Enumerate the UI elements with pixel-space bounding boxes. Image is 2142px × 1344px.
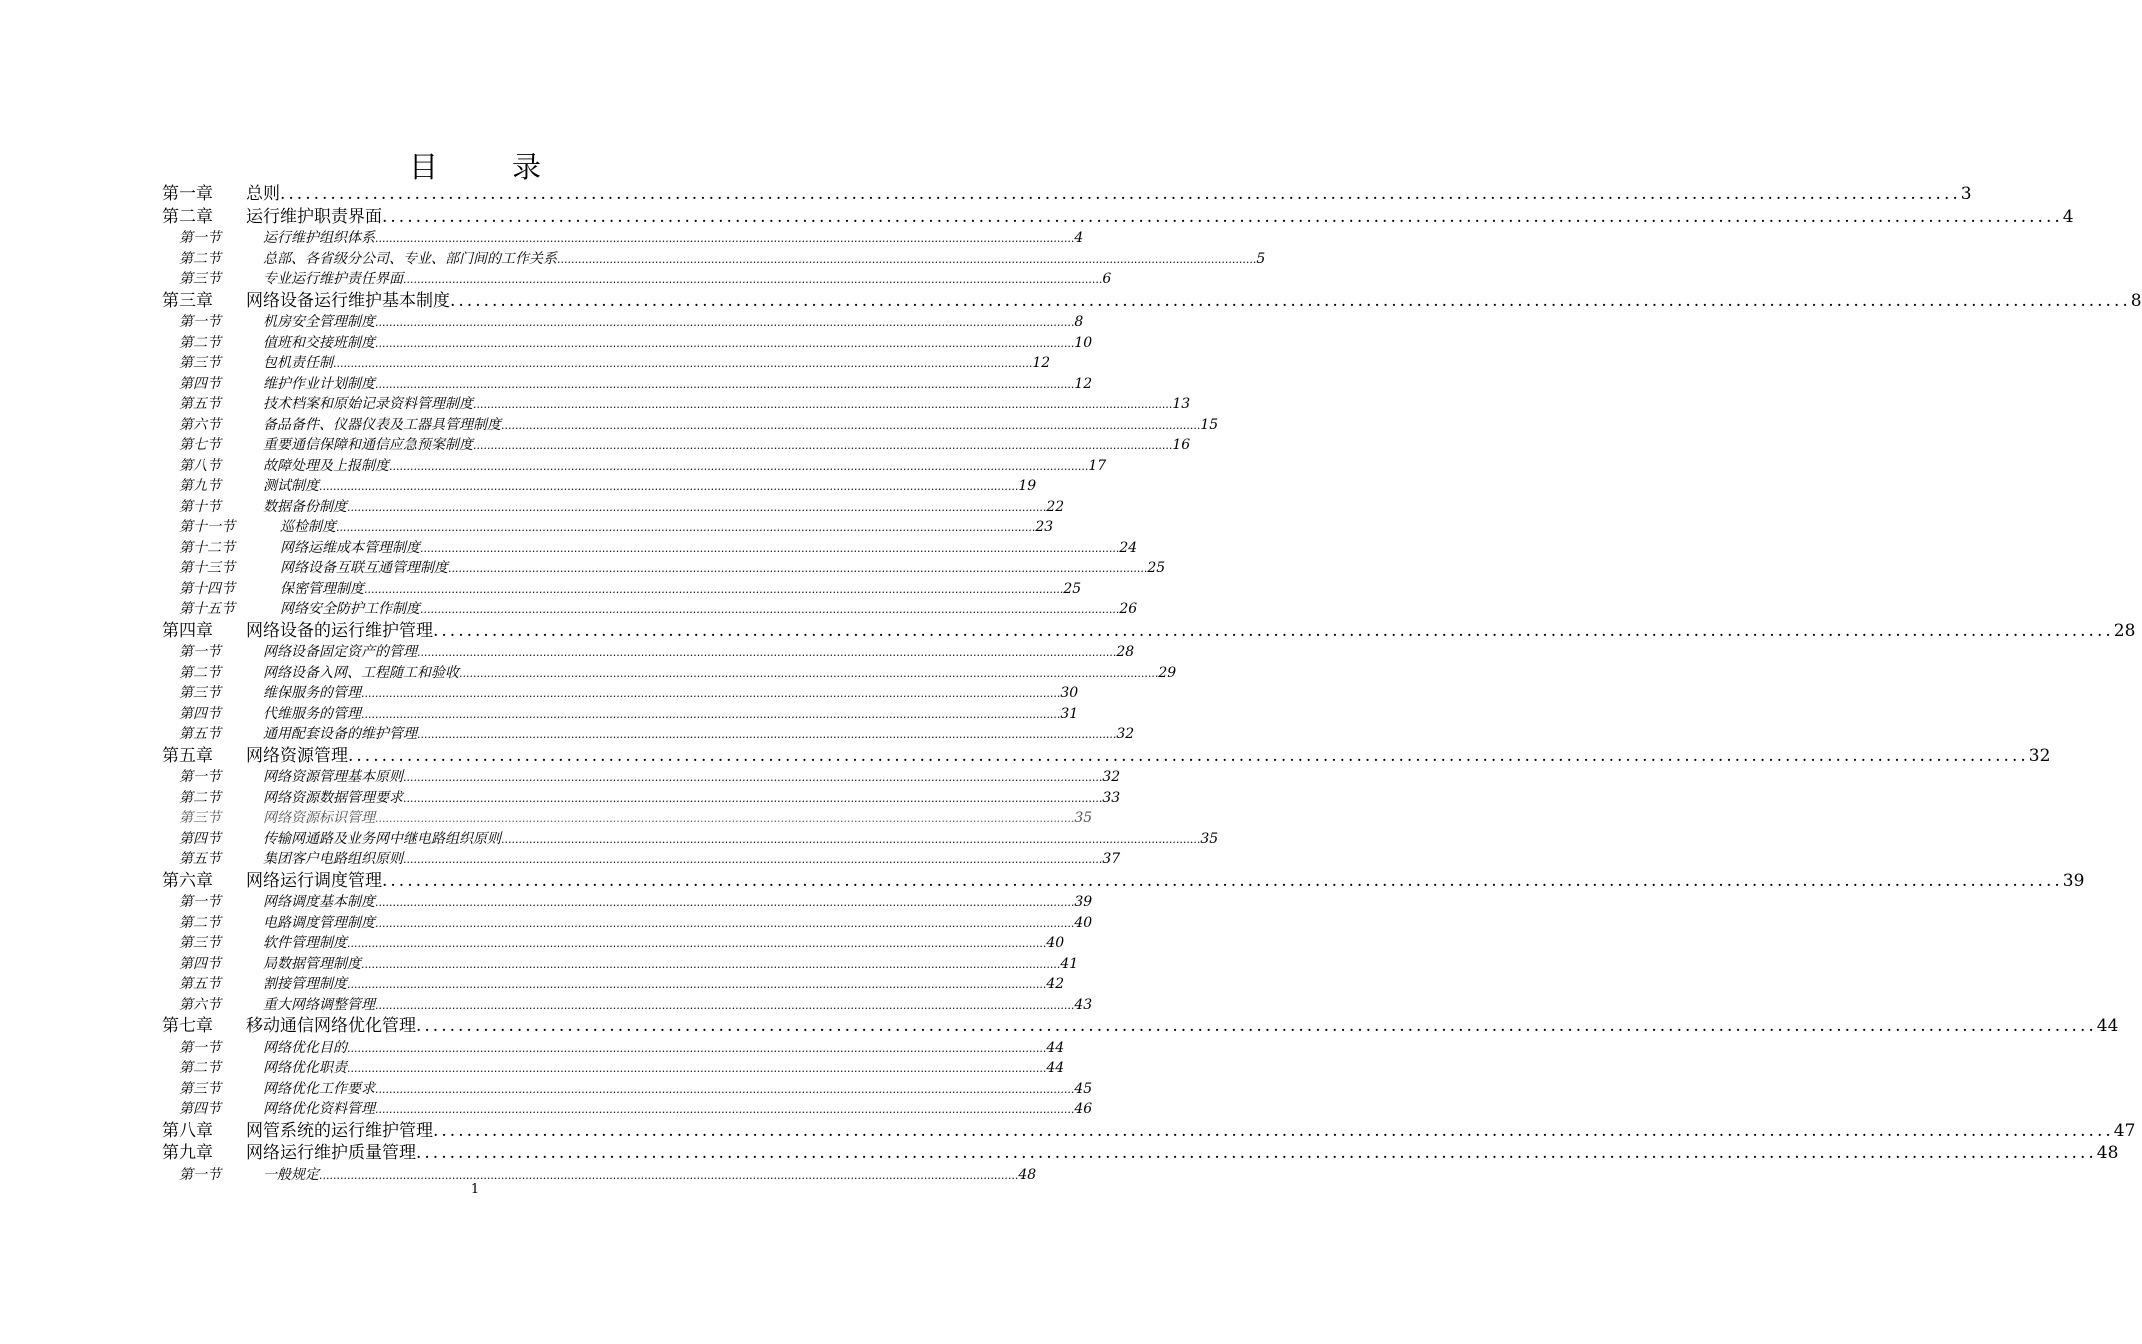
toc-entry-number: 第一节 xyxy=(179,644,221,660)
toc-entry-title: 网络运维成本管理制度 xyxy=(280,539,420,556)
toc-entry-number: 第六节 xyxy=(179,996,221,1013)
toc-entry-page: 19 xyxy=(1018,478,1037,494)
toc-entry-title: 机房安全管理制度 xyxy=(263,314,375,330)
toc-entry-page: 44 xyxy=(1046,1039,1065,1056)
toc-dot-leader: ........................................................................................................................................................................................................ xyxy=(473,439,1173,452)
toc-entry-title: 技术档案和原始记录资料管理制度 xyxy=(263,396,473,412)
toc-entry-page: 13 xyxy=(1172,396,1191,412)
toc-section-entry[interactable] xyxy=(162,1099,1093,1120)
toc-entry-page: 40 xyxy=(1074,914,1093,931)
toc-entry-page: 45 xyxy=(1074,1080,1093,1097)
toc-entry-title: 代维服务的管理 xyxy=(263,705,361,722)
toc-dot-leader: ........................................................................................................................................................................................................ xyxy=(459,666,1159,680)
toc-entry-number: 第九节 xyxy=(179,478,221,494)
toc-entry-page: 4 xyxy=(1074,230,1084,246)
toc-entry-title: 网络运行调度管理 xyxy=(246,870,382,891)
toc-section-entry[interactable] xyxy=(162,933,1065,954)
toc-entry-title: 总部、各省级分公司、专业、部门间的工作关系 xyxy=(263,250,557,267)
toc-dot-leader: ........................................................................................................................................................................................................ xyxy=(448,562,1148,575)
toc-entry-page: 44 xyxy=(2096,1016,2119,1036)
toc-entry-number: 第四节 xyxy=(179,1101,221,1117)
toc-entry-title: 一般规定 xyxy=(263,1166,319,1183)
toc-entry-number: 第一节 xyxy=(179,894,221,910)
toc-dot-leader: ........................................................................................................................................................................................................ xyxy=(319,1168,1019,1182)
toc-entry-title: 网管系统的运行维护管理 xyxy=(246,1120,433,1141)
toc-entry-page: 8 xyxy=(2130,290,2142,311)
toc-entry-number: 第五节 xyxy=(179,851,221,867)
toc-entry-page: 30 xyxy=(1060,685,1079,701)
toc-entry-title: 网络设备的运行维护管理 xyxy=(246,620,433,641)
toc-section-entry[interactable] xyxy=(162,269,1112,290)
toc-chapter-entry[interactable] xyxy=(162,1142,2119,1165)
toc-entry-page: 17 xyxy=(1088,457,1107,474)
toc-chapter-entry[interactable] xyxy=(162,1120,2136,1143)
toc-section-entry[interactable] xyxy=(162,558,1166,579)
toc-section-entry[interactable] xyxy=(162,538,1138,559)
toc-entry-number: 第三节 xyxy=(179,685,221,701)
toc-entry-title: 网络安全防护工作制度 xyxy=(280,601,420,617)
toc-entry-title: 软件管理制度 xyxy=(263,935,347,951)
toc-section-entry[interactable] xyxy=(162,415,1219,436)
toc-section-entry[interactable] xyxy=(162,1079,1093,1100)
toc-entry-page: 12 xyxy=(1032,355,1051,371)
toc-chapter-entry[interactable] xyxy=(162,870,2085,893)
toc-entry-number: 第二节 xyxy=(179,789,221,806)
toc-dot-leader: ........................................................................................................................................................................................................ xyxy=(364,582,1064,596)
toc-entry-title: 网络优化工作要求 xyxy=(263,1080,375,1097)
toc-chapter-entry[interactable] xyxy=(162,183,1972,206)
toc-entry-number: 第五章 xyxy=(162,745,213,766)
toc-entry-number: 第一章 xyxy=(162,184,213,204)
toc-entry-page: 37 xyxy=(1102,851,1121,867)
toc-entry-page: 28 xyxy=(2113,620,2136,641)
toc-entry-title: 传输网通路及业务网中继电路组织原则 xyxy=(263,830,501,847)
toc-entry-number: 第三节 xyxy=(179,935,221,951)
toc-section-entry[interactable] xyxy=(162,599,1138,620)
toc-entry-number: 第五节 xyxy=(179,976,221,992)
toc-section-entry[interactable] xyxy=(162,312,1084,333)
toc-entry-title: 运行维护组织体系 xyxy=(263,230,375,246)
toc-dot-leader: ........................................................................................................................................................................................................ xyxy=(361,707,1061,721)
toc-entry-number: 第四节 xyxy=(179,955,221,972)
toc-section-entry[interactable] xyxy=(162,456,1107,477)
toc-entry-number: 第三节 xyxy=(179,271,221,287)
toc-entry-page: 5 xyxy=(1256,250,1266,267)
toc-entry-number: 第三节 xyxy=(179,810,221,826)
toc-section-entry[interactable] xyxy=(162,394,1191,415)
toc-entry-page: 42 xyxy=(1046,976,1065,992)
toc-entry-page: 39 xyxy=(1074,894,1093,910)
toc-entry-page: 4 xyxy=(2062,206,2074,227)
toc-dot-leader: ........................................................................................................................................................................................................ xyxy=(417,728,1117,741)
toc-section-entry[interactable] xyxy=(162,829,1219,850)
toc-entry-title: 重要通信保障和通信应急预案制度 xyxy=(263,437,473,453)
page-number-footer: 1 xyxy=(470,1182,480,1197)
toc-entry-page: 29 xyxy=(1158,664,1177,681)
toc-entry-page: 44 xyxy=(1046,1060,1065,1076)
toc-dot-leader: ........................................................................................................................................................................................................ xyxy=(336,521,1036,534)
toc-entry-page: 35 xyxy=(1200,830,1219,847)
toc-dot-leader: ........................................................................................................................................................................................................ xyxy=(420,603,1120,616)
toc-entry-title: 包机责任制 xyxy=(263,355,333,371)
toc-entry-title: 网络设备运行维护基本制度 xyxy=(246,290,450,311)
toc-entry-page: 6 xyxy=(1102,271,1112,287)
toc-section-entry[interactable] xyxy=(162,497,1065,518)
toc-section-entry[interactable] xyxy=(162,374,1093,395)
toc-entry-title: 网络优化职责 xyxy=(263,1060,347,1076)
toc-section-entry[interactable] xyxy=(162,767,1121,788)
toc-section-entry[interactable] xyxy=(162,683,1079,704)
toc-dot-leader: ........................................................................................................................................................................................................ xyxy=(420,541,1120,555)
toc-entry-number: 第二节 xyxy=(179,250,221,267)
toc-entry-title: 维保服务的管理 xyxy=(263,685,361,701)
toc-entry-number: 第二节 xyxy=(179,1060,221,1076)
toc-entry-title: 数据备份制度 xyxy=(263,498,347,515)
toc-entry-title: 值班和交接班制度 xyxy=(263,334,375,351)
toc-entry-page: 22 xyxy=(1046,498,1065,515)
toc-dot-leader: ........................................................................................................................................................................................................ xyxy=(375,896,1075,909)
toc-entry-page: 46 xyxy=(1074,1101,1093,1117)
toc-entry-title: 通用配套设备的维护管理 xyxy=(263,726,417,742)
toc-entry-title: 重大网络调整管理 xyxy=(263,996,375,1013)
toc-entry-number: 第十三节 xyxy=(179,560,235,576)
toc-dot-leader: ........................................................................................................................................................................................................ xyxy=(403,791,1103,805)
toc-entry-title: 保密管理制度 xyxy=(280,580,364,597)
toc-chapter-entry[interactable] xyxy=(162,745,2051,768)
toc-entry-page: 31 xyxy=(1060,705,1079,722)
toc-entry-title: 运行维护职责界面 xyxy=(246,206,382,227)
toc-entry-title: 网络资源管理基本原则 xyxy=(263,769,403,785)
toc-dot-leader: ........................................................................................................................................................................................................ xyxy=(319,480,1019,493)
toc-entry-number: 第十四节 xyxy=(179,580,235,597)
toc-entry-number: 第五节 xyxy=(179,726,221,742)
toc-entry-page: 32 xyxy=(1116,726,1135,742)
toc-entry-title: 故障处理及上报制度 xyxy=(263,457,389,474)
toc-dot-leader: ........................................................................................................................................................................................................ xyxy=(433,620,2114,641)
toc-entry-number: 第一节 xyxy=(179,1166,221,1183)
toc-entry-page: 25 xyxy=(1063,580,1082,597)
toc-entry-title: 网络优化目的 xyxy=(263,1039,347,1056)
toc-entry-title: 网络运行维护质量管理 xyxy=(246,1143,416,1163)
toc-entry-title: 巡检制度 xyxy=(280,519,336,535)
toc-entry-title: 维护作业计划制度 xyxy=(263,375,375,392)
toc-section-entry[interactable] xyxy=(162,1038,1065,1059)
toc-dot-leader: ........................................................................................................................................................................................................ xyxy=(473,398,1173,411)
toc-entry-number: 第四节 xyxy=(179,705,221,722)
toc-entry-number: 第九章 xyxy=(162,1143,213,1163)
toc-entry-page: 32 xyxy=(2028,745,2051,766)
toc-section-entry[interactable] xyxy=(162,913,1093,934)
toc-entry-page: 25 xyxy=(1147,560,1166,576)
toc-dot-leader: ........................................................................................................................................................................................................ xyxy=(375,336,1075,350)
toc-dot-leader: ........................................................................................................................................................................................................ xyxy=(361,687,1061,700)
toc-dot-leader: ........................................................................................................................................................................................................ xyxy=(348,745,2029,766)
toc-entry-title: 测试制度 xyxy=(263,478,319,494)
toc-section-entry[interactable] xyxy=(162,995,1093,1016)
toc-dot-leader: ........................................................................................................................................................................................................ xyxy=(403,853,1103,866)
toc-entry-title: 移动通信网络优化管理 xyxy=(246,1016,416,1036)
toc-title: 目录 xyxy=(408,150,615,184)
toc-entry-number: 第八章 xyxy=(162,1120,213,1141)
toc-entry-number: 第二章 xyxy=(162,206,213,227)
toc-entry-page: 24 xyxy=(1119,539,1138,556)
toc-entry-page: 15 xyxy=(1200,416,1219,433)
toc-dot-leader: ........................................................................................................................................................................................................ xyxy=(403,273,1103,286)
toc-entry-title: 电路调度管理制度 xyxy=(263,914,375,931)
toc-chapter-entry[interactable] xyxy=(162,206,2074,229)
toc-dot-leader: ........................................................................................................................................................................................................ xyxy=(389,459,1089,473)
toc-entry-title: 网络优化资料管理 xyxy=(263,1101,375,1117)
toc-dot-leader: ........................................................................................................................................................................................................ xyxy=(361,957,1061,971)
toc-entry-title: 备品备件、仪器仪表及工器具管理制度 xyxy=(263,416,501,433)
toc-dot-leader: ........................................................................................................................................................................................................ xyxy=(416,1143,2097,1163)
toc-dot-leader: ........................................................................................................................................................................................................ xyxy=(280,184,1961,204)
toc-section-entry[interactable] xyxy=(162,788,1121,809)
toc-dot-leader: ........................................................................................................................................................................................................ xyxy=(347,500,1047,514)
toc-dot-leader: ........................................................................................................................................................................................................ xyxy=(375,998,1075,1012)
toc-entry-title: 网络资源管理 xyxy=(246,745,348,766)
toc-section-entry[interactable] xyxy=(162,642,1135,663)
toc-entry-page: 48 xyxy=(2096,1143,2119,1163)
toc-entry-title: 网络调度基本制度 xyxy=(263,894,375,910)
toc-section-entry[interactable] xyxy=(162,353,1051,374)
toc-chapter-entry[interactable] xyxy=(162,290,2142,313)
toc-section-entry[interactable] xyxy=(162,849,1121,870)
toc-entry-title: 割接管理制度 xyxy=(263,976,347,992)
toc-section-entry[interactable] xyxy=(162,517,1054,538)
toc-entry-number: 第四节 xyxy=(179,830,221,847)
toc-entry-title: 集团客户电路组织原则 xyxy=(263,851,403,867)
toc-dot-leader: ........................................................................................................................................................................................................ xyxy=(433,1120,2114,1141)
toc-dot-leader: ........................................................................................................................................................................................................ xyxy=(375,1082,1075,1096)
toc-entry-page: 12 xyxy=(1074,375,1093,392)
toc-section-entry[interactable] xyxy=(162,974,1065,995)
toc-entry-page: 35 xyxy=(1074,810,1093,826)
toc-section-entry[interactable] xyxy=(162,724,1135,745)
toc-entry-page: 10 xyxy=(1074,334,1093,351)
toc-entry-number: 第六节 xyxy=(179,416,221,433)
toc-entry-number: 第一节 xyxy=(179,314,221,330)
toc-entry-page: 33 xyxy=(1102,789,1121,806)
toc-entry-number: 第五节 xyxy=(179,396,221,412)
toc-section-entry[interactable] xyxy=(162,476,1037,497)
toc-entry-page: 28 xyxy=(1116,644,1135,660)
toc-entry-title: 局数据管理制度 xyxy=(263,955,361,972)
toc-entry-number: 第四章 xyxy=(162,620,213,641)
toc-entry-number: 第一节 xyxy=(179,769,221,785)
toc-entry-title: 网络设备互联互通管理制度 xyxy=(280,560,448,576)
toc-dot-leader: ........................................................................................................................................................................................................ xyxy=(382,870,2063,891)
toc-entry-number: 第十一节 xyxy=(179,519,235,535)
toc-entry-number: 第一节 xyxy=(179,1039,221,1056)
toc-dot-leader: ........................................................................................................................................................................................................ xyxy=(416,1016,2097,1036)
toc-entry-page: 26 xyxy=(1119,601,1138,617)
toc-entry-number: 第六章 xyxy=(162,870,213,891)
toc-entry-title: 网络资源数据管理要求 xyxy=(263,789,403,806)
toc-entry-title: 网络设备入网、工程随工和验收 xyxy=(263,664,459,681)
toc-entry-page: 48 xyxy=(1018,1166,1037,1183)
toc-dot-leader: ........................................................................................................................................................................................................ xyxy=(333,357,1033,370)
toc-entry-title: 总则 xyxy=(246,184,280,204)
toc-dot-leader: ........................................................................................................................................................................................................ xyxy=(375,232,1075,245)
toc-entry-number: 第十五节 xyxy=(179,601,235,617)
toc-entry-number: 第四节 xyxy=(179,375,221,392)
toc-dot-leader: ........................................................................................................................................................................................................ xyxy=(403,771,1103,784)
toc-section-entry[interactable] xyxy=(162,249,1266,270)
toc-entry-page: 47 xyxy=(2113,1120,2136,1141)
toc-dot-leader: ........................................................................................................................................................................................................ xyxy=(557,252,1257,266)
toc-section-entry[interactable] xyxy=(162,579,1082,600)
toc-dot-leader: ........................................................................................................................................................................................................ xyxy=(450,290,2131,311)
toc-entry-number: 第三节 xyxy=(179,355,221,371)
toc-entry-number: 第二节 xyxy=(179,664,221,681)
toc-section-entry[interactable] xyxy=(162,808,1093,829)
toc-dot-leader: ........................................................................................................................................................................................................ xyxy=(375,377,1075,391)
toc-entry-page: 43 xyxy=(1074,996,1093,1013)
toc-entry-page: 16 xyxy=(1172,437,1191,453)
toc-entry-page: 40 xyxy=(1046,935,1065,951)
toc-dot-leader: ........................................................................................................................................................................................................ xyxy=(347,1062,1047,1075)
toc-entry-title: 网络资源标识管理 xyxy=(263,810,375,826)
toc-entry-title: 专业运行维护责任界面 xyxy=(263,271,403,287)
toc-entry-number: 第七节 xyxy=(179,437,221,453)
toc-dot-leader: ........................................................................................................................................................................................................ xyxy=(347,937,1047,950)
toc-entry-number: 第二节 xyxy=(179,334,221,351)
toc-dot-leader: ........................................................................................................................................................................................................ xyxy=(375,1103,1075,1116)
toc-entry-number: 第二节 xyxy=(179,914,221,931)
toc-section-entry[interactable] xyxy=(162,228,1084,249)
toc-entry-page: 23 xyxy=(1035,519,1054,535)
toc-entry-number: 第十二节 xyxy=(179,539,235,556)
toc-entry-number: 第一节 xyxy=(179,230,221,246)
toc-entry-number: 第三章 xyxy=(162,290,213,311)
toc-section-entry[interactable] xyxy=(162,333,1093,354)
toc-dot-leader: ........................................................................................................................................................................................................ xyxy=(501,418,1201,432)
toc-entry-page: 32 xyxy=(1102,769,1121,785)
toc-section-entry[interactable] xyxy=(162,1058,1065,1079)
toc-dot-leader: ........................................................................................................................................................................................................ xyxy=(375,316,1075,329)
toc-entry-page: 8 xyxy=(1074,314,1084,330)
toc-entry-number: 第八节 xyxy=(179,457,221,474)
table-of-contents xyxy=(162,183,2142,1185)
toc-section-entry[interactable] xyxy=(162,954,1079,975)
toc-entry-number: 第七章 xyxy=(162,1016,213,1036)
toc-dot-leader: ........................................................................................................................................................................................................ xyxy=(501,832,1201,846)
toc-entry-title: 网络设备固定资产的管理 xyxy=(263,644,417,660)
toc-dot-leader: ........................................................................................................................................................................................................ xyxy=(375,812,1075,825)
toc-section-entry[interactable] xyxy=(162,892,1093,913)
toc-chapter-entry[interactable] xyxy=(162,620,2136,643)
toc-entry-number: 第三节 xyxy=(179,1080,221,1097)
toc-section-entry[interactable] xyxy=(162,435,1191,456)
toc-dot-leader: ........................................................................................................................................................................................................ xyxy=(347,978,1047,991)
toc-entry-page: 41 xyxy=(1060,955,1079,972)
toc-section-entry[interactable] xyxy=(162,663,1177,684)
toc-entry-page: 39 xyxy=(2062,870,2085,891)
toc-section-entry[interactable] xyxy=(162,704,1079,725)
toc-chapter-entry[interactable] xyxy=(162,1015,2119,1038)
toc-dot-leader: ........................................................................................................................................................................................................ xyxy=(375,916,1075,930)
toc-dot-leader: ........................................................................................................................................................................................................ xyxy=(347,1041,1047,1055)
toc-dot-leader: ........................................................................................................................................................................................................ xyxy=(382,206,2063,227)
toc-entry-page: 3 xyxy=(1960,184,1972,204)
toc-dot-leader: ........................................................................................................................................................................................................ xyxy=(417,646,1117,659)
toc-entry-number: 第十节 xyxy=(179,498,221,515)
